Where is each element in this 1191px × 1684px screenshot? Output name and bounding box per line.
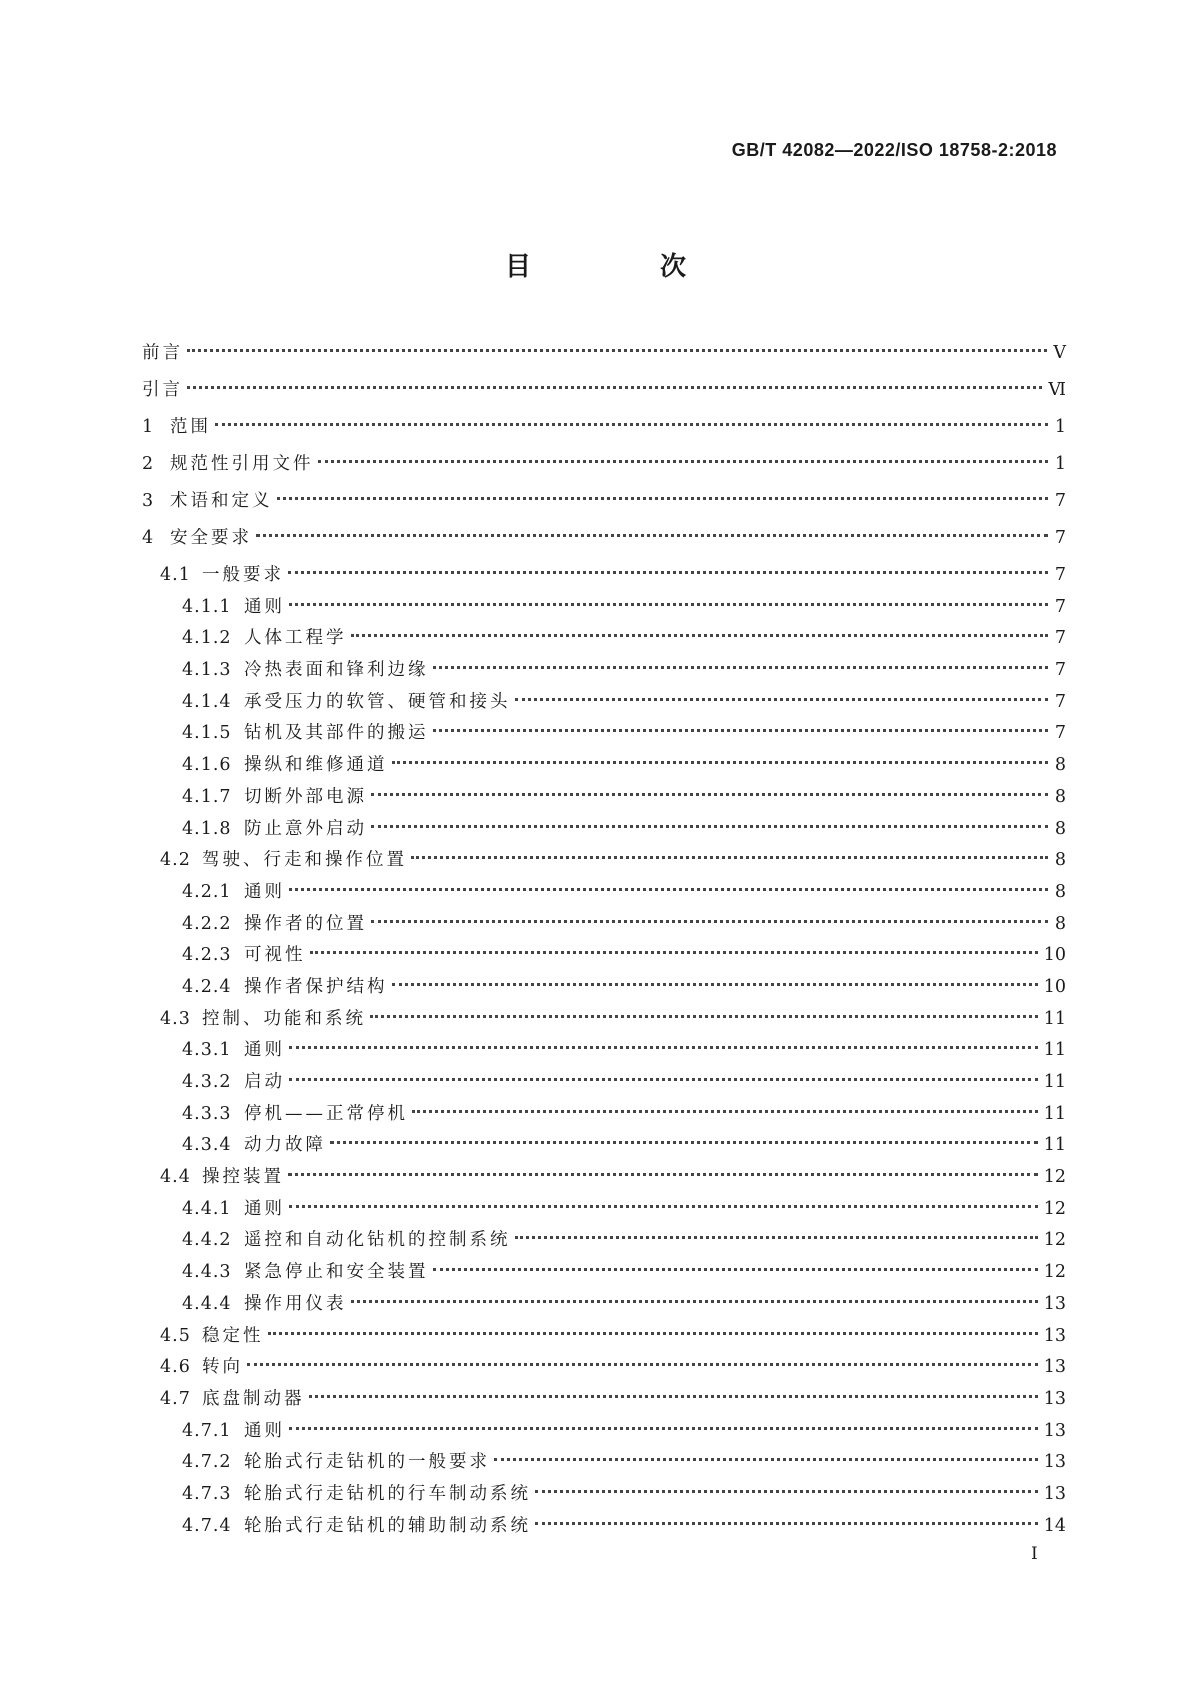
toc-entry-number: 4.4.3 [182,1262,232,1283]
toc-entry-number: 1 [142,417,155,437]
toc-entry-title: 防止意外启动 [244,818,367,839]
toc-dot-leader [411,856,1048,859]
toc-dot-leader [330,1141,1038,1144]
toc-entry-page: 11 [1043,1040,1066,1061]
toc-entry-title: 冷热表面和锋利边缘 [244,660,429,681]
toc-entry-number: 4.2.3 [182,945,232,966]
toc-entry[interactable] [142,1197,1066,1229]
toc-entry-title: 通则 [244,596,285,617]
toc-entry[interactable] [142,563,1066,595]
toc-dot-leader [535,1522,1038,1525]
toc-entry[interactable] [142,880,1066,912]
toc-entry-number: 4.4.2 [182,1230,232,1251]
toc-entry[interactable] [142,785,1066,817]
toc-entry[interactable] [142,1482,1066,1514]
toc-entry-title: 操纵和维修通道 [244,755,388,776]
toc-dot-leader [433,729,1049,732]
toc-entry-title: 人体工程学 [244,628,347,649]
toc-entry-page: 8 [1054,881,1066,902]
toc-entry-number: 4.1.6 [182,755,232,776]
toc-dot-leader [494,1458,1038,1461]
toc-dot-leader [289,1205,1038,1208]
toc-entry-title: 轮胎式行走钻机的一般要求 [244,1452,490,1473]
toc-entry-title: 操作者保护结构 [244,976,388,997]
toc-entry-title: 一般要求 [202,565,284,585]
toc-entry[interactable] [142,721,1066,753]
toc-dot-leader [515,1236,1038,1239]
toc-entry[interactable] [142,341,1066,378]
toc-entry-page: 7 [1054,691,1066,712]
toc-dot-leader [215,423,1048,426]
toc-entry[interactable] [142,1419,1066,1451]
toc-entry-number: 4.3 [160,1008,191,1029]
table-of-contents [142,341,1066,1545]
toc-entry-number: 4.1.1 [182,596,232,617]
toc-entry-title: 切断外部电源 [244,786,367,807]
toc-entry-number: 4.7.2 [182,1452,232,1473]
toc-entry-number: 4.3.1 [182,1040,232,1061]
toc-dot-leader [289,1046,1038,1049]
toc-dot-leader [187,349,1047,352]
toc-entry-page: 11 [1043,1008,1066,1029]
document-code: GB/T 42082—2022/ISO 18758-2:2018 [731,140,1057,160]
toc-entry[interactable] [142,912,1066,944]
toc-entry-title: 轮胎式行走钻机的行车制动系统 [244,1483,531,1504]
toc-dot-leader [277,497,1049,500]
toc-entry-number: 4.3.3 [182,1103,232,1124]
toc-dot-leader [433,666,1049,669]
toc-entry-number: 4.2.1 [182,881,232,902]
toc-entry-number: 4.2.2 [182,913,232,934]
toc-entry-page: 10 [1043,945,1066,966]
toc-entry[interactable] [142,1165,1066,1197]
toc-entry-title: 操作者的位置 [244,913,367,934]
toc-dot-leader [318,460,1049,463]
footer-page-number: Ⅰ [1031,1544,1038,1564]
toc-entry-page: 13 [1043,1452,1066,1473]
toc-entry[interactable] [142,1387,1066,1419]
toc-entry-number: 4.4.4 [182,1293,232,1314]
toc-entry-title: 转向 [202,1357,243,1378]
toc-dot-leader [351,1300,1038,1303]
toc-entry-page: 12 [1043,1167,1066,1188]
toc-entry-title: 引言 [142,380,183,400]
toc-entry[interactable] [142,1292,1066,1324]
toc-dot-leader [351,634,1049,637]
toc-entry[interactable] [142,658,1066,690]
toc-entry[interactable] [142,753,1066,785]
toc-entry-title: 前言 [142,343,183,363]
toc-entry-number: 4.5 [160,1325,191,1346]
toc-entry-number: 4.3.2 [182,1072,232,1092]
toc-entry-page: 10 [1043,976,1066,997]
toc-entry-title: 稳定性 [202,1325,264,1346]
toc-entry-number: 4.1.3 [182,660,232,681]
toc-entry[interactable] [142,452,1066,489]
toc-entry-title: 通则 [244,1198,285,1219]
toc-dot-leader [370,1015,1038,1018]
toc-entry-number: 4.1.4 [182,691,232,712]
toc-entry-page: 12 [1043,1262,1066,1283]
toc-entry-page: 7 [1054,596,1066,617]
toc-entry-title: 驾驶、行走和操作位置 [202,850,407,871]
toc-entry[interactable] [142,489,1066,526]
toc-entry[interactable] [142,975,1066,1007]
toc-entry-number: 4.7.1 [182,1420,232,1441]
toc-entry[interactable] [142,595,1066,627]
toc-entry-page: 7 [1054,491,1066,511]
toc-dot-leader [187,386,1042,389]
toc-entry-title: 操控装置 [202,1167,284,1188]
toc-entry-title: 可视性 [244,945,306,966]
toc-entry-number: 4.1.8 [182,818,232,839]
toc-entry-page: 13 [1043,1420,1066,1441]
toc-entry-page: 8 [1054,755,1066,776]
toc-dot-leader [371,825,1048,828]
toc-entry[interactable] [142,1260,1066,1292]
toc-dot-leader [392,761,1049,764]
toc-entry-title: 底盘制动器 [202,1388,305,1409]
toc-entry-title: 轮胎式行走钻机的辅助制动系统 [244,1515,531,1536]
toc-entry-page: 11 [1043,1135,1066,1156]
toc-entry[interactable] [142,690,1066,722]
toc-entry-title: 术语和定义 [170,491,273,511]
toc-entry-page: 11 [1043,1103,1066,1124]
toc-entry-page: 13 [1043,1483,1066,1504]
toc-entry-number: 4.7.4 [182,1515,232,1536]
toc-entry-page: 8 [1054,818,1066,839]
toc-entry[interactable] [142,1324,1066,1356]
toc-entry-page: 1 [1054,454,1066,474]
toc-entry-page: Ⅵ [1048,380,1066,400]
toc-dot-leader [310,951,1038,954]
toc-entry-page: 13 [1043,1293,1066,1314]
toc-entry-page: 8 [1054,850,1066,871]
toc-entry-number: 4.1 [160,565,191,585]
toc-entry-title: 操作用仪表 [244,1293,347,1314]
toc-dot-leader [412,1110,1038,1113]
toc-entry-number: 2 [142,454,155,474]
toc-entry-title: 规范性引用文件 [170,454,314,474]
toc-entry-page: 1 [1054,417,1066,437]
toc-entry[interactable] [142,1007,1066,1039]
toc-entry-number: 4.4.1 [182,1198,232,1219]
toc-entry-number: 4.2 [160,850,191,871]
toc-entry-title: 通则 [244,1420,285,1441]
toc-entry-page: 13 [1043,1325,1066,1346]
toc-entry-number: 4.7 [160,1388,191,1409]
toc-entry-page: 7 [1054,660,1066,681]
toc-dot-leader [371,920,1048,923]
toc-entry-page: 13 [1043,1388,1066,1409]
toc-entry-title: 钻机及其部件的搬运 [244,723,429,744]
toc-entry-number: 4.6 [160,1357,191,1378]
toc-dot-leader [288,1173,1038,1176]
toc-entry-page: 14 [1043,1515,1066,1536]
toc-entry-page: 7 [1054,528,1066,548]
toc-dot-leader [289,603,1048,606]
page-title: 目 次 [504,252,747,282]
toc-entry-number: 4.3.4 [182,1135,232,1156]
toc-entry-title: 承受压力的软管、硬管和接头 [244,691,511,712]
toc-entry-number: 4.4 [160,1167,191,1188]
toc-entry-page: 7 [1054,628,1066,649]
toc-entry[interactable] [142,1355,1066,1387]
toc-entry[interactable] [142,1450,1066,1482]
toc-entry-number: 4.1.2 [182,628,232,649]
toc-dot-leader [535,1490,1038,1493]
toc-dot-leader [433,1268,1038,1271]
toc-dot-leader [268,1332,1038,1335]
toc-entry-page: 7 [1054,723,1066,744]
toc-entry-page: 13 [1043,1357,1066,1378]
toc-dot-leader [288,571,1048,574]
toc-entry-title: 紧急停止和安全装置 [244,1262,429,1283]
toc-dot-leader [392,983,1038,986]
toc-entry-title: 通则 [244,881,285,902]
toc-entry-title: 通则 [244,1040,285,1061]
toc-entry-number: 4.7.3 [182,1483,232,1504]
toc-entry[interactable] [142,526,1066,563]
toc-entry-title: 动力故障 [244,1135,326,1156]
toc-entry-number: 4.1.5 [182,723,232,744]
toc-dot-leader [515,698,1049,701]
toc-entry-number: 4 [142,528,155,548]
toc-entry[interactable] [142,1070,1066,1102]
toc-entry[interactable] [142,415,1066,452]
toc-entry-title: 遥控和自动化钻机的控制系统 [244,1230,511,1251]
toc-entry-page: 12 [1043,1230,1066,1251]
toc-entry[interactable] [142,1514,1066,1546]
toc-entry-page: Ⅴ [1053,343,1066,363]
toc-dot-leader [371,793,1048,796]
toc-entry-page: 7 [1054,565,1066,585]
toc-dot-leader [309,1395,1038,1398]
toc-dot-leader [289,1078,1038,1081]
toc-entry-page: 8 [1054,786,1066,807]
toc-entry[interactable] [142,1102,1066,1134]
toc-dot-leader [289,888,1048,891]
toc-entry-title: 范围 [170,417,211,437]
toc-entry-number: 4.1.7 [182,786,232,807]
toc-entry-number: 3 [142,491,155,511]
toc-entry-title: 启动 [244,1072,285,1092]
toc-dot-leader [247,1363,1038,1366]
toc-entry[interactable] [142,1038,1066,1070]
toc-entry[interactable] [142,1133,1066,1165]
toc-entry-page: 11 [1043,1072,1066,1092]
toc-dot-leader [289,1427,1038,1430]
toc-entry[interactable] [142,817,1066,849]
toc-entry[interactable] [142,1228,1066,1260]
toc-entry[interactable] [142,626,1066,658]
toc-dot-leader [256,534,1048,537]
toc-entry-number: 4.2.4 [182,976,232,997]
toc-entry-page: 12 [1043,1198,1066,1219]
toc-entry-title: 停机——正常停机 [244,1103,408,1124]
toc-entry[interactable] [142,378,1066,415]
toc-entry[interactable] [142,943,1066,975]
toc-entry[interactable] [142,848,1066,880]
toc-entry-title: 控制、功能和系统 [202,1008,366,1029]
toc-entry-title: 安全要求 [170,528,252,548]
toc-entry-page: 8 [1054,913,1066,934]
